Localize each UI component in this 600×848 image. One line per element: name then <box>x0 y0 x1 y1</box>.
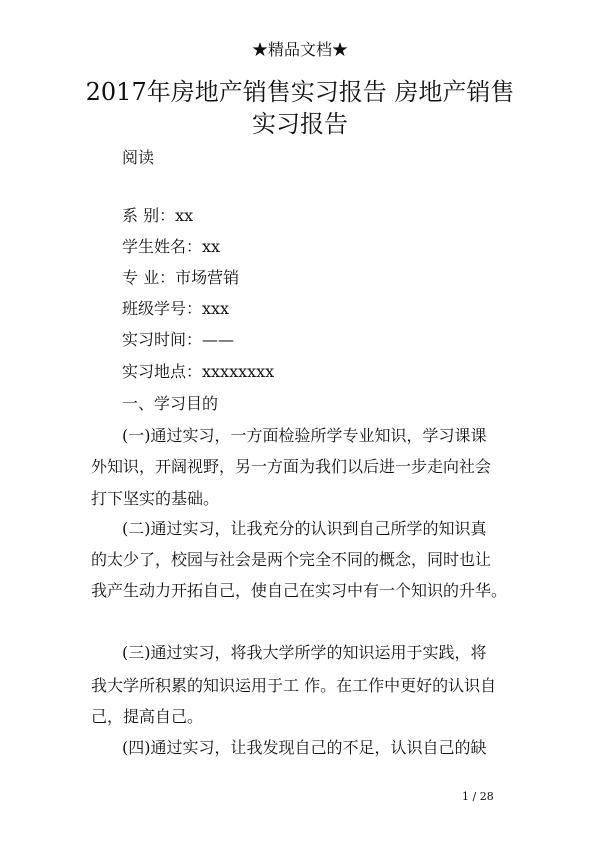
paragraph-line: (二)通过实习，让我充分的认识到自己所学的知识真 <box>122 519 487 538</box>
intro-text: 阅读 <box>122 148 155 167</box>
section-heading: 一、学习目的 <box>122 394 219 413</box>
info-student-name: 学生姓名：xx <box>122 237 221 256</box>
document-title-line-1: 2017年房地产销售实习报告 房地产销售 <box>85 78 515 106</box>
paragraph-line: 外知识，开阔视野，另一方面为我们以后进一步走向社会 <box>91 457 492 476</box>
info-internship-time: 实习时间：—— <box>122 330 235 349</box>
paragraph-line: 我大学所积累的知识运用于工 作。在工作中更好的认识自 <box>91 676 497 695</box>
info-class-number: 班级学号：xxx <box>122 299 230 318</box>
paragraph-line: (一)通过实习，一方面检验所学专业知识，学习课课 <box>122 426 487 445</box>
page-number: 1 / 28 <box>462 790 494 803</box>
paragraph-line: 打下坚实的基础。 <box>91 489 220 508</box>
info-major: 专 业：市场营销 <box>122 268 240 287</box>
info-internship-location: 实习地点：xxxxxxxx <box>122 362 275 381</box>
info-department: 系 别：xx <box>122 206 194 225</box>
document-header: ★精品文档★ <box>251 40 348 59</box>
paragraph-line: 的太少了，校园与社会是两个完全不同的概念，同时也让 <box>91 550 492 569</box>
paragraph-line: (三)通过实习，将我大学所学的知识运用于实践，将 <box>122 643 487 662</box>
paragraph-line: 己，提高自己。 <box>91 707 204 726</box>
paragraph-line: 我产生动力开拓自己，使自己在实习中有一个知识的升华。 <box>91 581 508 600</box>
document-title-line-2: 实习报告 <box>252 110 348 138</box>
paragraph-line: (四)通过实习，让我发现自己的不足，认识自己的缺 <box>122 738 487 757</box>
